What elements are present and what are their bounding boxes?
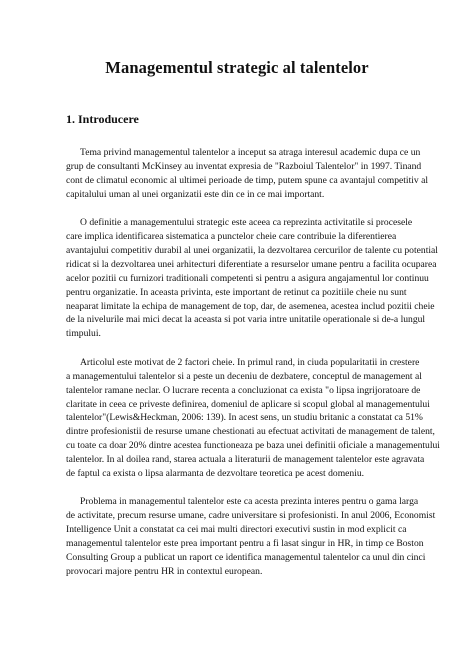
text-line: cont de climatul economic al ultimei perioade de timp, putem spune ca avantajul competitiv al	[66, 174, 429, 186]
text-line: ridicat si la dezvoltarea unei arhitecturi diferentiate a resurselor umane pentru a facilita ocuparea	[66, 258, 437, 270]
paragraph-4	[66, 495, 436, 578]
text-line: grup de consultanti McKinsey au inventat expresia de "Razboiul Talentelor" in 1997. Tinand	[66, 160, 422, 172]
paragraph-1	[66, 146, 429, 202]
paragraph-3	[66, 356, 440, 481]
text-line: de faptul ca exista o lipsa alarmanta de dezvoltare teoretica pe acest domeniu.	[66, 468, 365, 480]
text-line: talentelor"(Lewis&Heckman, 2006: 139). In acest sens, un studiu britanic a constatat ca 51%	[66, 412, 423, 424]
text-line: capitalului uman al unei organizatii este din ce in ce mai important.	[66, 188, 325, 200]
text-line: timpului.	[66, 328, 101, 340]
text-line: neaparat limitate la echipa de management de top, dar, de asemenea, acestea includ pozitii cheie	[66, 300, 435, 312]
document-body	[66, 146, 440, 593]
text-line: a managementului talentelor si a peste un deceniu de dezbatere, conceptul de management al	[66, 370, 422, 382]
text-line: dintre profesionistii de resurse umane chestionati au efectuat activitati de management de talent,	[66, 426, 435, 438]
text-line: Tema privind managementul talentelor a inceput sa atraga interesul academic dupa ce un	[80, 147, 421, 158]
text-line: talentelor. In al doilea rand, starea actuala a literaturii de management talentelor este agravata	[66, 454, 425, 466]
section-heading: 1. Introducere	[66, 112, 139, 126]
document-title: Managementul strategic al talentelor	[105, 58, 369, 77]
text-line: provocari majore pentru HR in contextul european.	[66, 565, 263, 577]
text-line: cu toate ca doar 20% dintre acestea functioneaza pe baza unei definitii oficiale a managementului	[66, 440, 440, 452]
text-line: acelor pozitii cu furnizori traditionali competenti si pentru a asigura angajamentul lor continuu	[66, 272, 429, 284]
text-line: pentru organizatie. In aceasta privinta, este important de retinut ca pozitiile cheie nu sunt	[66, 286, 407, 298]
text-line: talentelor ramane neclar. O lucrare recenta a concluzionat ca exista "o lipsa ingrijoratoare de	[66, 384, 421, 396]
paragraph-2	[66, 216, 438, 341]
text-line: O definitie a managementului strategic este aceea ca reprezinta activitatile si procesele	[80, 217, 413, 229]
text-line: care implica identificarea sistematica a punctelor cheie care contribuie la diferentierea	[66, 231, 397, 243]
text-line: Consulting Group a publicat un raport ce identifica managementul talentelor ca unul din cinci	[66, 552, 426, 564]
text-line: Articolul este motivat de 2 factori cheie. In primul rand, in ciuda popularitatii in crestere	[80, 356, 420, 368]
text-line: managementul talentelor este prea important pentru a fi lasat singur in HR, in timp ce Boston	[66, 538, 424, 550]
text-line: de la nivelurile mai mici decat la aceasta si pot varia intre unitatile operationale si de-a lungul	[66, 314, 426, 326]
text-line: Intelligence Unit a constatat ca cei mai multi directori executivi sustin in mod explicit ca	[66, 524, 407, 536]
text-line: claritate in ceea ce priveste definirea, domeniul de aplicare si scopul global al managementului	[66, 398, 430, 410]
text-line: Problema in managementul talentelor este ca acesta prezinta interes pentru o gama larga	[80, 496, 419, 508]
text-line: de activitate, precum resurse umane, cadre universitare si profesionisti. In anul 2006, Economist	[66, 510, 436, 522]
text-line: avantajului competitiv durabil al unei organizatii, la dezvoltarea cercurilor de talente cu potential	[66, 244, 438, 256]
